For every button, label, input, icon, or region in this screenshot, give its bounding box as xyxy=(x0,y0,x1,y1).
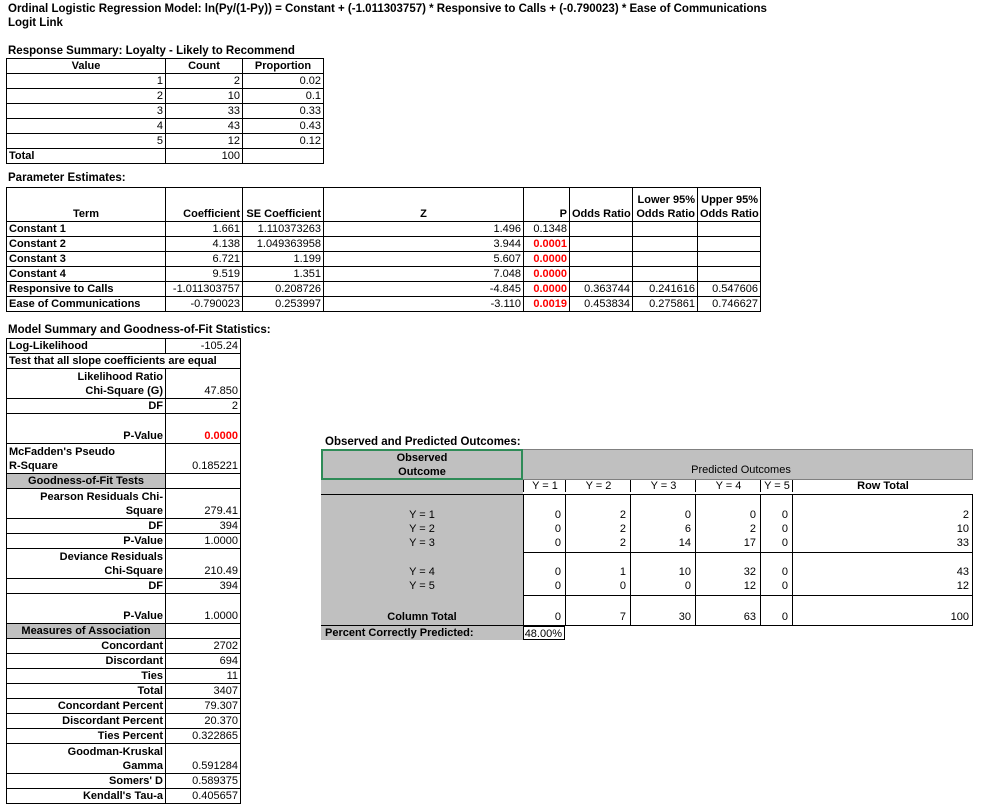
cell-column-total: 0 xyxy=(781,611,788,623)
cell-proportion: 0.1 xyxy=(243,89,324,104)
cell-p: 0.0000 xyxy=(524,282,570,297)
col-upper-95-line2: Odds Ratio xyxy=(700,208,759,220)
col-upper-95-line1: Upper 95% xyxy=(701,194,758,206)
row-label: Y = 3 xyxy=(409,537,435,549)
col-y4: Y = 4 xyxy=(695,480,761,492)
observed-header-line1: Observed xyxy=(396,452,448,464)
cell-count: 0 xyxy=(554,580,561,592)
cell-empty xyxy=(243,149,324,164)
table-row xyxy=(7,729,241,744)
cell-se: 1.110373263 xyxy=(243,222,324,237)
deviance-p-label: P-Value xyxy=(7,594,166,624)
total-count: 100 xyxy=(166,149,243,164)
association-title: Measures of Association xyxy=(7,624,166,639)
cell-column-total: 0 xyxy=(554,611,561,623)
table-row xyxy=(7,252,761,267)
cell-odds-ratio xyxy=(570,237,633,252)
link-function: Logit Link xyxy=(8,17,63,29)
pct-correct-value: 48.00% xyxy=(523,626,565,640)
pvalue-label: P-Value xyxy=(7,414,166,444)
table-row xyxy=(321,566,973,580)
deviance-df-value: 394 xyxy=(166,579,241,594)
cell-p: 0.0000 xyxy=(524,252,570,267)
assoc-label: Ties Percent xyxy=(7,729,166,744)
cell-z: 5.607 xyxy=(324,252,524,267)
cell-count: 2 xyxy=(749,523,756,535)
cell-odds-ratio xyxy=(570,267,633,282)
col-value: Value xyxy=(7,59,166,74)
cell-term: Ease of Communications xyxy=(7,297,166,312)
model-equation: Ordinal Logistic Regression Model: ln(Py/(1-Py)) = Constant + (-1.011303757) * Responsive to Calls + (-0.790023) * Ease of Communications xyxy=(8,3,767,15)
pvalue-value: 0.0000 xyxy=(166,414,241,444)
cell-value: 5 xyxy=(7,134,166,149)
hline xyxy=(523,595,973,596)
mcfadden-label xyxy=(7,444,166,474)
cell-z: 1.496 xyxy=(324,222,524,237)
pct-correct-label: Percent Correctly Predicted: xyxy=(321,626,523,640)
cell-count: 0 xyxy=(554,523,561,535)
cell-column-total: 7 xyxy=(619,611,626,623)
cell-odds-ratio: 0.363744 xyxy=(570,282,633,297)
gamma-label xyxy=(7,744,166,774)
row-label: Y = 4 xyxy=(409,566,435,578)
cell-count: 2 xyxy=(619,537,626,549)
cell-count: 0 xyxy=(781,509,788,521)
cell-row-total: 43 xyxy=(956,566,969,578)
deviance-df-label: DF xyxy=(7,579,166,594)
table-row xyxy=(7,714,241,729)
cell-z: -4.845 xyxy=(324,282,524,297)
cell-proportion: 0.43 xyxy=(243,119,324,134)
col-upper-95 xyxy=(698,188,761,222)
response-summary-title: Response Summary: Loyalty - Likely to Recommend xyxy=(8,45,295,57)
cell-z: 7.048 xyxy=(324,267,524,282)
parameter-estimates-title: Parameter Estimates: xyxy=(8,172,126,184)
cell-count: 0 xyxy=(554,509,561,521)
cell-lower xyxy=(633,237,698,252)
table-row xyxy=(7,134,324,149)
tau-value: 0.405657 xyxy=(166,789,241,804)
lr-value: 47.850 xyxy=(166,369,241,399)
assoc-value: 694 xyxy=(166,654,241,669)
table-row xyxy=(7,104,324,119)
cell-term: Constant 1 xyxy=(7,222,166,237)
cell-odds-ratio xyxy=(570,222,633,237)
cell-count: 2 xyxy=(166,74,243,89)
cell-term: Constant 3 xyxy=(7,252,166,267)
cell-row-total: 10 xyxy=(956,523,969,535)
cell-se: 1.199 xyxy=(243,252,324,267)
assoc-value: 11 xyxy=(166,669,241,684)
cell-count: 2 xyxy=(619,509,626,521)
lr-label xyxy=(7,369,166,399)
cell-proportion: 0.33 xyxy=(243,104,324,119)
cell-p: 0.0001 xyxy=(524,237,570,252)
cell-upper xyxy=(698,267,761,282)
cell-p: 0.1348 xyxy=(524,222,570,237)
cell-count: 10 xyxy=(678,566,691,578)
cell-lower: 0.241616 xyxy=(633,282,698,297)
assoc-label: Discordant Percent xyxy=(7,714,166,729)
observed-outcome-header xyxy=(321,449,523,480)
mcfadden-label-line1: McFadden's Pseudo xyxy=(9,446,115,458)
assoc-value: 3407 xyxy=(166,684,241,699)
col-se-coefficient: SE Coefficient xyxy=(243,188,324,222)
cell-upper xyxy=(698,222,761,237)
pearson-label xyxy=(7,489,166,519)
cell-lower xyxy=(633,222,698,237)
row-label: Y = 1 xyxy=(409,509,435,521)
col-p: P xyxy=(524,188,570,222)
table-row xyxy=(7,669,241,684)
table-row xyxy=(7,639,241,654)
lr-label-line2: Chi-Square (G) xyxy=(85,385,163,397)
cell-proportion: 0.02 xyxy=(243,74,324,89)
cell-count: 0 xyxy=(684,580,691,592)
observed-header-line2: Outcome xyxy=(398,466,446,478)
pearson-p-value: 1.0000 xyxy=(166,534,241,549)
column-header-spacer xyxy=(321,480,523,494)
assoc-label: Concordant Percent xyxy=(7,699,166,714)
cell-count: 0 xyxy=(749,509,756,521)
cell-term: Constant 2 xyxy=(7,237,166,252)
cell-lower xyxy=(633,252,698,267)
cell-p: 0.0000 xyxy=(524,267,570,282)
cell-proportion: 0.12 xyxy=(243,134,324,149)
table-row xyxy=(7,684,241,699)
cell-lower: 0.275861 xyxy=(633,297,698,312)
cell-count: 33 xyxy=(166,104,243,119)
cell-count: 6 xyxy=(684,523,691,535)
cell-count: 2 xyxy=(619,523,626,535)
cell-count: 0 xyxy=(554,566,561,578)
cell-upper: 0.547606 xyxy=(698,282,761,297)
cell-coefficient: 9.519 xyxy=(166,267,243,282)
col-lower-95-line2: Odds Ratio xyxy=(636,208,695,220)
cell-count: 0 xyxy=(781,580,788,592)
assoc-label: Ties xyxy=(7,669,166,684)
cell-upper: 0.746627 xyxy=(698,297,761,312)
cell-odds-ratio xyxy=(570,252,633,267)
cell-odds-ratio: 0.453834 xyxy=(570,297,633,312)
tau-label: Kendall's Tau-a xyxy=(7,789,166,804)
outcomes-title: Observed and Predicted Outcomes: xyxy=(325,436,521,448)
cell-empty xyxy=(166,624,241,639)
mcfadden-value: 0.185221 xyxy=(166,444,241,474)
col-y3: Y = 3 xyxy=(630,480,696,492)
cell-count: 32 xyxy=(743,566,756,578)
cell-z: 3.944 xyxy=(324,237,524,252)
deviance-label xyxy=(7,549,166,579)
cell-term: Responsive to Calls xyxy=(7,282,166,297)
table-row xyxy=(7,654,241,669)
col-odds-ratio: Odds Ratio xyxy=(570,188,633,222)
col-row-total: Row Total xyxy=(792,480,973,492)
model-summary-title: Model Summary and Goodness-of-Fit Statistics: xyxy=(8,324,271,336)
assoc-value: 20.370 xyxy=(166,714,241,729)
assoc-label: Concordant xyxy=(7,639,166,654)
table-row xyxy=(321,523,973,537)
col-y2: Y = 2 xyxy=(565,480,631,492)
cell-row-total: 2 xyxy=(962,509,969,521)
cell-count: 12 xyxy=(166,134,243,149)
cell-value: 3 xyxy=(7,104,166,119)
table-row xyxy=(7,89,324,104)
parameter-estimates-table xyxy=(6,187,761,312)
column-total-row xyxy=(321,611,973,625)
cell-se: 0.208726 xyxy=(243,282,324,297)
row-label: Y = 2 xyxy=(409,523,435,535)
log-likelihood-value: -105.24 xyxy=(166,339,241,354)
cell-upper xyxy=(698,252,761,267)
cell-upper xyxy=(698,237,761,252)
deviance-value: 210.49 xyxy=(166,549,241,579)
cell-row-total: 33 xyxy=(956,537,969,549)
table-row xyxy=(7,297,761,312)
gamma-value: 0.591284 xyxy=(166,744,241,774)
cell-count: 14 xyxy=(678,537,691,549)
col-count: Count xyxy=(166,59,243,74)
assoc-label: Discordant xyxy=(7,654,166,669)
cell-se: 1.351 xyxy=(243,267,324,282)
cell-count: 0 xyxy=(781,566,788,578)
col-coefficient: Coefficient xyxy=(166,188,243,222)
total-label: Total xyxy=(7,149,166,164)
table-row xyxy=(321,509,973,523)
model-summary-table xyxy=(6,338,241,804)
predicted-outcomes-label: Predicted Outcomes xyxy=(691,464,791,476)
gamma-label-line2: Gamma xyxy=(122,760,163,772)
cell-count: 0 xyxy=(781,537,788,549)
cell-coefficient: -0.790023 xyxy=(166,297,243,312)
pearson-value: 279.41 xyxy=(166,489,241,519)
cell-p: 0.0019 xyxy=(524,297,570,312)
hline xyxy=(523,552,973,553)
col-z: Z xyxy=(324,188,524,222)
cell-count: 17 xyxy=(743,537,756,549)
cell-coefficient: 6.721 xyxy=(166,252,243,267)
df-label: DF xyxy=(7,399,166,414)
assoc-value: 79.307 xyxy=(166,699,241,714)
cell-se: 1.049363958 xyxy=(243,237,324,252)
cell-value: 2 xyxy=(7,89,166,104)
slope-test-label: Test that all slope coefficients are equal xyxy=(7,354,241,369)
cell-row-total: 12 xyxy=(956,580,969,592)
gamma-label-line1: Goodman-Kruskal xyxy=(67,746,163,758)
cell-count: 0 xyxy=(554,537,561,549)
cell-coefficient: -1.011303757 xyxy=(166,282,243,297)
pearson-label-line2: Square xyxy=(125,505,163,517)
col-lower-95 xyxy=(633,188,698,222)
cell-count: 1 xyxy=(619,566,626,578)
pearson-label-line1: Pearson Residuals Chi- xyxy=(40,491,163,503)
table-row xyxy=(321,537,973,551)
cell-coefficient: 1.661 xyxy=(166,222,243,237)
table-row xyxy=(7,699,241,714)
pearson-p-label: P-Value xyxy=(7,534,166,549)
cell-lower xyxy=(633,267,698,282)
column-total-label: Column Total xyxy=(387,611,457,623)
cell-count: 0 xyxy=(619,580,626,592)
response-summary-table xyxy=(6,58,324,164)
deviance-label-line2: Chi-Square xyxy=(104,565,163,577)
mcfadden-label-line2: R-Square xyxy=(9,460,58,472)
pearson-df-value: 394 xyxy=(166,519,241,534)
table-row xyxy=(7,119,324,134)
deviance-label-line1: Deviance Residuals xyxy=(59,551,163,563)
table-row xyxy=(7,222,761,237)
row-label: Y = 5 xyxy=(409,580,435,592)
total-row xyxy=(7,149,324,164)
cell-count: 0 xyxy=(684,509,691,521)
log-likelihood-label: Log-Likelihood xyxy=(7,339,166,354)
column-header-row xyxy=(321,480,973,495)
col-lower-95-line1: Lower 95% xyxy=(637,194,695,206)
table-row xyxy=(7,237,761,252)
cell-coefficient: 4.138 xyxy=(166,237,243,252)
cell-empty xyxy=(166,474,241,489)
cell-grand-total: 100 xyxy=(950,611,969,623)
df-value: 2 xyxy=(166,399,241,414)
outcomes-table xyxy=(321,449,973,641)
cell-count: 12 xyxy=(743,580,756,592)
table-row xyxy=(7,267,761,282)
cell-value: 4 xyxy=(7,119,166,134)
table-row xyxy=(7,74,324,89)
somers-value: 0.589375 xyxy=(166,774,241,789)
assoc-label: Total xyxy=(7,684,166,699)
assoc-value: 2702 xyxy=(166,639,241,654)
somers-label: Somers' D xyxy=(7,774,166,789)
cell-z: -3.110 xyxy=(324,297,524,312)
gof-title: Goodness-of-Fit Tests xyxy=(7,474,166,489)
assoc-value: 0.322865 xyxy=(166,729,241,744)
pearson-df-label: DF xyxy=(7,519,166,534)
lr-label-line1: Likelihood Ratio xyxy=(77,371,163,383)
table-row xyxy=(7,282,761,297)
cell-column-total: 63 xyxy=(743,611,756,623)
cell-se: 0.253997 xyxy=(243,297,324,312)
cell-count: 0 xyxy=(781,523,788,535)
cell-column-total: 30 xyxy=(678,611,691,623)
cell-count: 10 xyxy=(166,89,243,104)
col-y5: Y = 5 xyxy=(760,480,793,492)
deviance-p-value: 1.0000 xyxy=(166,594,241,624)
cell-count: 43 xyxy=(166,119,243,134)
table-row xyxy=(321,580,973,594)
cell-value: 1 xyxy=(7,74,166,89)
col-y1: Y = 1 xyxy=(523,480,566,492)
col-term: Term xyxy=(7,188,166,222)
col-proportion: Proportion xyxy=(243,59,324,74)
cell-term: Constant 4 xyxy=(7,267,166,282)
